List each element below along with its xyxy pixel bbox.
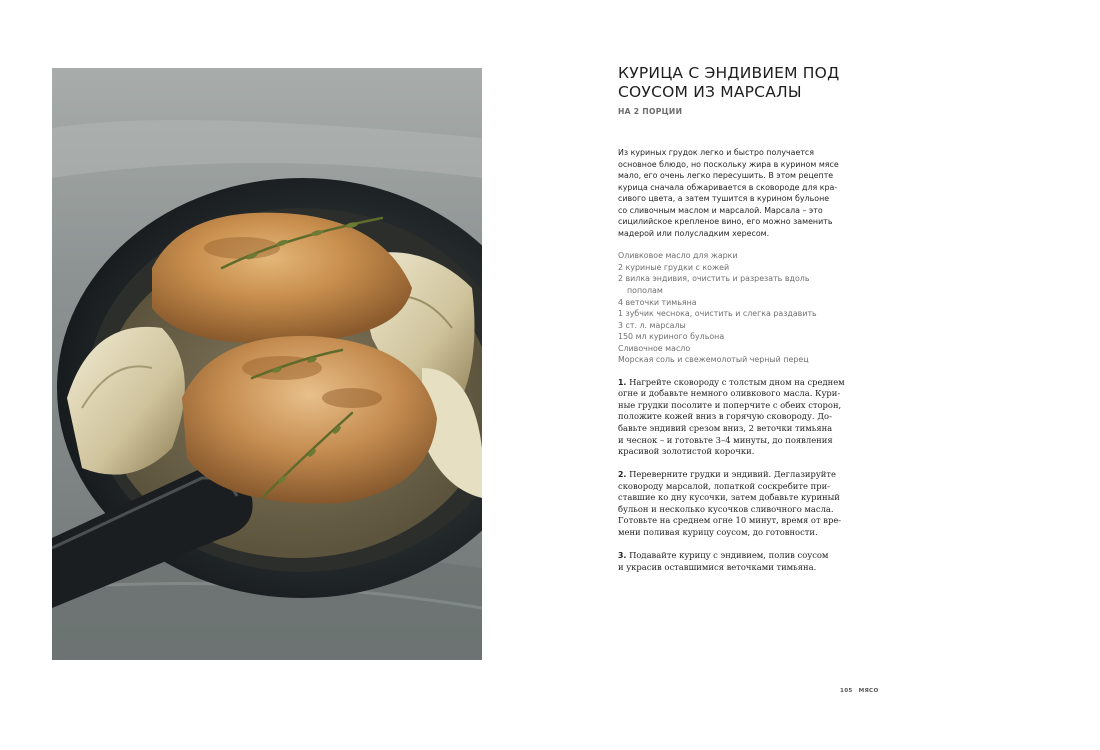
step-line xyxy=(618,377,844,389)
method-steps xyxy=(618,377,844,573)
step-line: и чеснок – и готовьте 3–4 минуты, до появления xyxy=(618,434,833,445)
intro-line: основное блюдо, но поскольку жира в курином мясе xyxy=(618,159,839,169)
ingredient-item: 4 веточки тимьяна xyxy=(618,297,697,307)
step-line: положите кожей вниз в горячую сковороду. До- xyxy=(618,411,832,422)
step-line: огне и добавьте немного оливкового масла. Кури- xyxy=(618,388,841,399)
step-line: бавьте эндивий срезом вниз, 2 веточки тимьяна xyxy=(618,423,833,434)
page-footer xyxy=(840,688,879,694)
step-text: Нагрейте сковороду с толстым дном на среднем xyxy=(629,376,845,387)
recipe-text xyxy=(618,64,844,585)
step-line xyxy=(618,469,844,481)
intro-line: мало, его очень легко пересушить. В этом рецепте xyxy=(618,171,834,181)
ingredient-list xyxy=(618,250,844,365)
servings-label: НА 2 ПОРЦИИ xyxy=(618,107,683,116)
intro-line: курица сначала обжаривается в сковороде для кра- xyxy=(618,182,838,192)
intro-line: сивого цвета, а затем тушится в курином бульоне xyxy=(618,194,830,204)
step-line: и украсив оставшимися веточками тимьяна. xyxy=(618,561,817,572)
intro-line: мадерой или полусладким хересом. xyxy=(618,228,770,238)
step-line: бульон и несколько кусочков сливочного масла. xyxy=(618,503,834,514)
ingredient-item-continuation: пополам xyxy=(627,286,663,296)
intro-line: со сливочным маслом и марсалой. Марсала – это xyxy=(618,205,823,215)
recipe-title-line: СОУСОМ ИЗ МАРСАЛЫ xyxy=(618,83,802,101)
step-text: Переверните грудки и эндивий. Деглазируйте xyxy=(629,469,836,480)
method-step-1 xyxy=(618,377,844,458)
chicken-endive-skillet-illustration xyxy=(52,68,482,660)
step-line: ные грудки посолите и поперчите с обеих сторон, xyxy=(618,399,842,410)
step-number: 3. xyxy=(618,550,627,560)
ingredient-item: Сливочное масло xyxy=(618,343,691,353)
ingredient-item: Оливковое масло для жарки xyxy=(618,251,738,261)
method-step-2 xyxy=(618,469,844,538)
step-line: ставшие ко дну кусочки, затем добавьте куриный xyxy=(618,492,840,503)
ingredient-item: 3 ст. л. марсалы xyxy=(618,320,686,330)
step-line: мени поливая курицу соусом, до готовности. xyxy=(618,526,818,537)
step-text: Подавайте курицу с эндивием, полив соусом xyxy=(629,549,829,560)
step-line: сковороду марсалой, лопаткой соскребите при- xyxy=(618,480,830,491)
step-line xyxy=(618,550,844,562)
recipe-title-line: КУРИЦА С ЭНДИВИЕМ ПОД xyxy=(618,64,840,82)
recipe-title xyxy=(618,64,844,102)
ingredient-item: 1 зубчик чеснока, очистить и слегка раздавить xyxy=(618,309,817,319)
step-number: 2. xyxy=(618,470,627,480)
section-name: МЯСО xyxy=(858,688,879,694)
recipe-photo xyxy=(52,68,482,660)
page-number: 105 xyxy=(840,688,853,694)
ingredient-item: 2 вилка эндивия, очистить и разрезать вдоль xyxy=(618,274,810,284)
step-number: 1. xyxy=(618,377,627,387)
intro-line: Из куриных грудок легко и быстро получается xyxy=(618,148,815,157)
step-line: красивой золотистой корочки. xyxy=(618,446,755,457)
ingredient-item: 150 мл куриного бульона xyxy=(618,332,725,342)
recipe-intro xyxy=(618,147,844,239)
intro-line: сицилийское крепленое вино, его можно заменить xyxy=(618,217,833,227)
ingredient-item: Морская соль и свежемолотый черный перец xyxy=(618,355,809,365)
ingredient-item: 2 куриные грудки с кожей xyxy=(618,262,730,272)
method-step-3 xyxy=(618,550,844,573)
step-line: Готовьте на среднем огне 10 минут, время от вре- xyxy=(618,515,842,526)
